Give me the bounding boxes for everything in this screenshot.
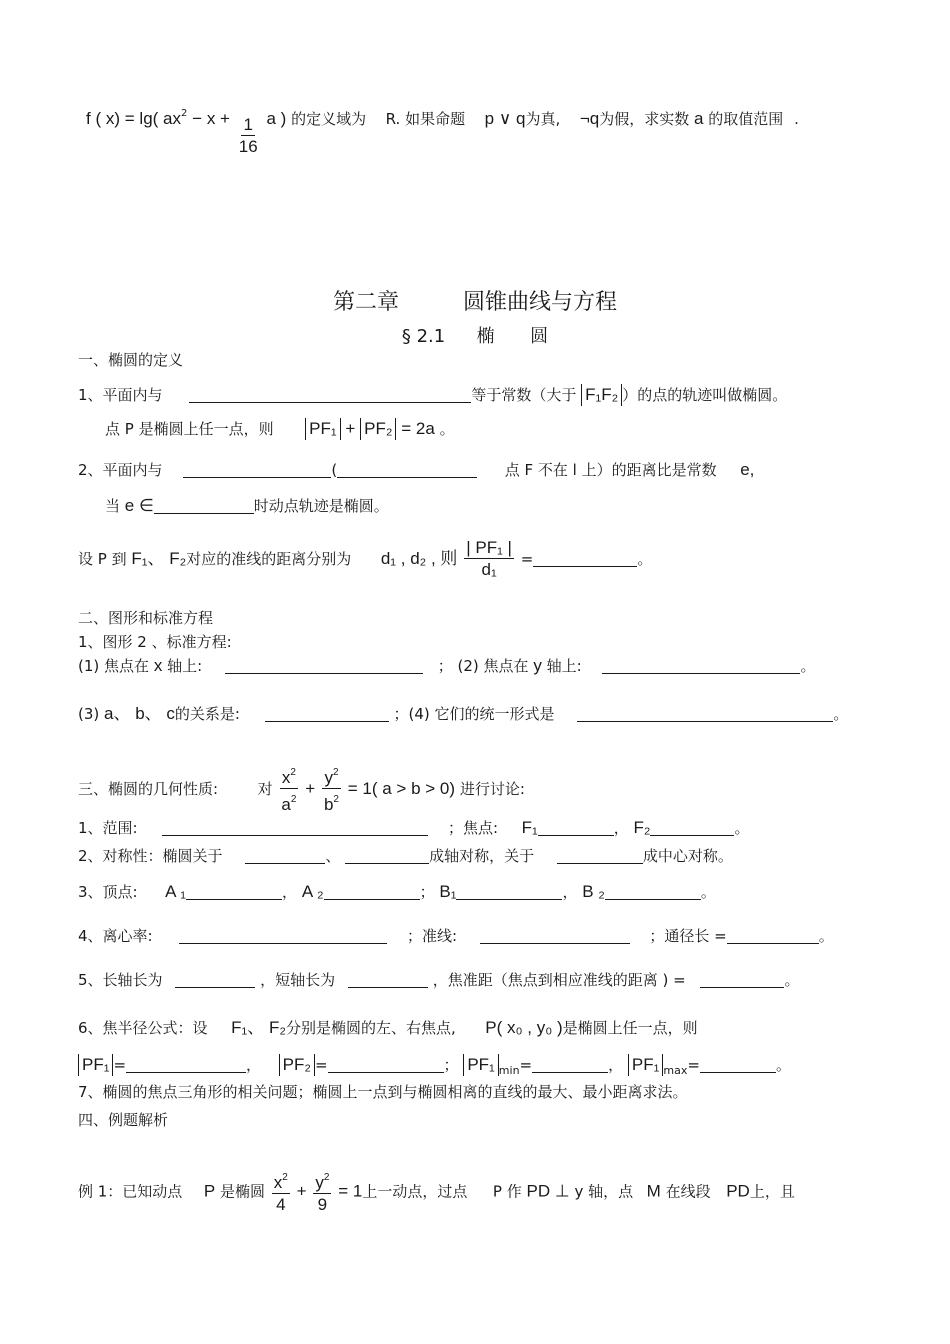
- def-line-3: 2、平面内与 ( 点 F 不在 l 上）的距离比是常数 e,: [78, 460, 755, 479]
- prop-7: 7、椭圆的焦点三角形的相关问题；椭圆上一点到与椭圆相离的直线的最大、最小距离求法。: [78, 1083, 688, 1101]
- prop-vertices: 3、顶点: A ₁ ， A ₂ ； B₁ ， B ₂ 。: [78, 882, 716, 901]
- x2-over-a2: $\frac{x^2}{a^2}$: [279, 763, 298, 816]
- section-4-heading: 四、例题解析: [78, 1111, 169, 1129]
- section-title: § 2.1 椭 圆: [401, 326, 549, 347]
- x2-over-4: $\frac{x^2}{4}$: [272, 1168, 290, 1216]
- y2-over-b2: $\frac{y^2}{b^2}$: [322, 763, 341, 816]
- def-line-4: 当 e ∈ 时动点轨迹是椭圆。: [105, 496, 389, 515]
- s2-line-2: (1) 焦点在 x 轴上: ； (2) 焦点在 y 轴上: 。: [78, 656, 816, 675]
- fraction-1-16: $\frac{1}{16}$: [238, 115, 258, 156]
- y2-over-9: $\frac{y^2}{9}$: [313, 1168, 331, 1216]
- prop-range: 1、范围: ；焦点: F₁ ， F₂ 。: [78, 818, 750, 837]
- s2-line-1: 1、图形 2 、标准方程:: [78, 633, 232, 651]
- s2-line-3: (3) a、 b、 c的关系是: ；(4) 它们的统一形式是 。: [78, 704, 849, 723]
- chapter-title: 第二章 圆锥曲线与方程: [332, 290, 618, 315]
- prop-symmetry: 2、对称性：椭圆关于 、 成轴对称，关于 成中心对称。: [78, 847, 733, 865]
- prop-focal-radius: 6、焦半径公式：设 F₁、 F₂分别是椭圆的左、右焦点, P( x₀ , y₀ )是椭圆上任一点，则: [78, 1018, 698, 1037]
- prop-axes: 5、长轴长为 ，短轴长为 ，焦准距（焦点到相应准线的距离 ) = 。: [78, 971, 800, 989]
- section-1-heading: 一、椭圆的定义: [78, 351, 184, 369]
- section-2-heading: 二、图形和标准方程: [78, 609, 214, 627]
- lg-expr: = lg( ax: [124, 109, 182, 128]
- example-1: 例 1：已知动点 P 是椭圆 $\frac{x^2}{4}$ + $\frac{y^2}{9}$ = 1上一动点，过点 P 作 PD ⊥ y 轴，点 M 在线段 PD上，且: [78, 1168, 795, 1216]
- ratio-fraction: $\frac{\text{| PF₁ |}}{\text{d₁}}$: [466, 538, 512, 579]
- minus-x: − x +: [192, 109, 230, 128]
- def-line-1: 1、平面内与 等于常数（大于 F₁F₂ ）的点的轨迹叫做椭圆。: [78, 385, 788, 404]
- prop-eccentricity: 4、离心率: ；准线: ；通径长 = 。: [78, 927, 834, 945]
- prop-focal-radius-blanks: PF₁ = ， PF₂ = ； PF₁ $_{min}$= ， PF₁ $_{max}$= 。: [78, 1054, 791, 1081]
- fx: f ( x): [86, 109, 120, 128]
- top-problem-line: f ( x) = lg( $ax^2 - x$ + $\frac{1}{16}$ a ) 的定义域为 R. 如果命题 p ∨ q为真, ¬q为假，求实数 a 的取值范围 .: [86, 108, 799, 156]
- def-line-2: 点 P 是椭圆上任一点，则 PF₁ + PF₂ = 2a 。: [105, 419, 455, 438]
- def-line-5: 设 P 到 F₁、 F₂对应的准线的距离分别为 d₁ , d₂ , 则 $\frac{\text{| PF₁ |}}{\text{d₁}}$ = 。: [78, 538, 653, 579]
- s3-heading-line: 三、椭圆的几何性质: 对 $\frac{x^2}{a^2}$ + $\frac{y^2}{b^2}$ = 1( a > b > 0) 进行讨论:: [78, 763, 525, 816]
